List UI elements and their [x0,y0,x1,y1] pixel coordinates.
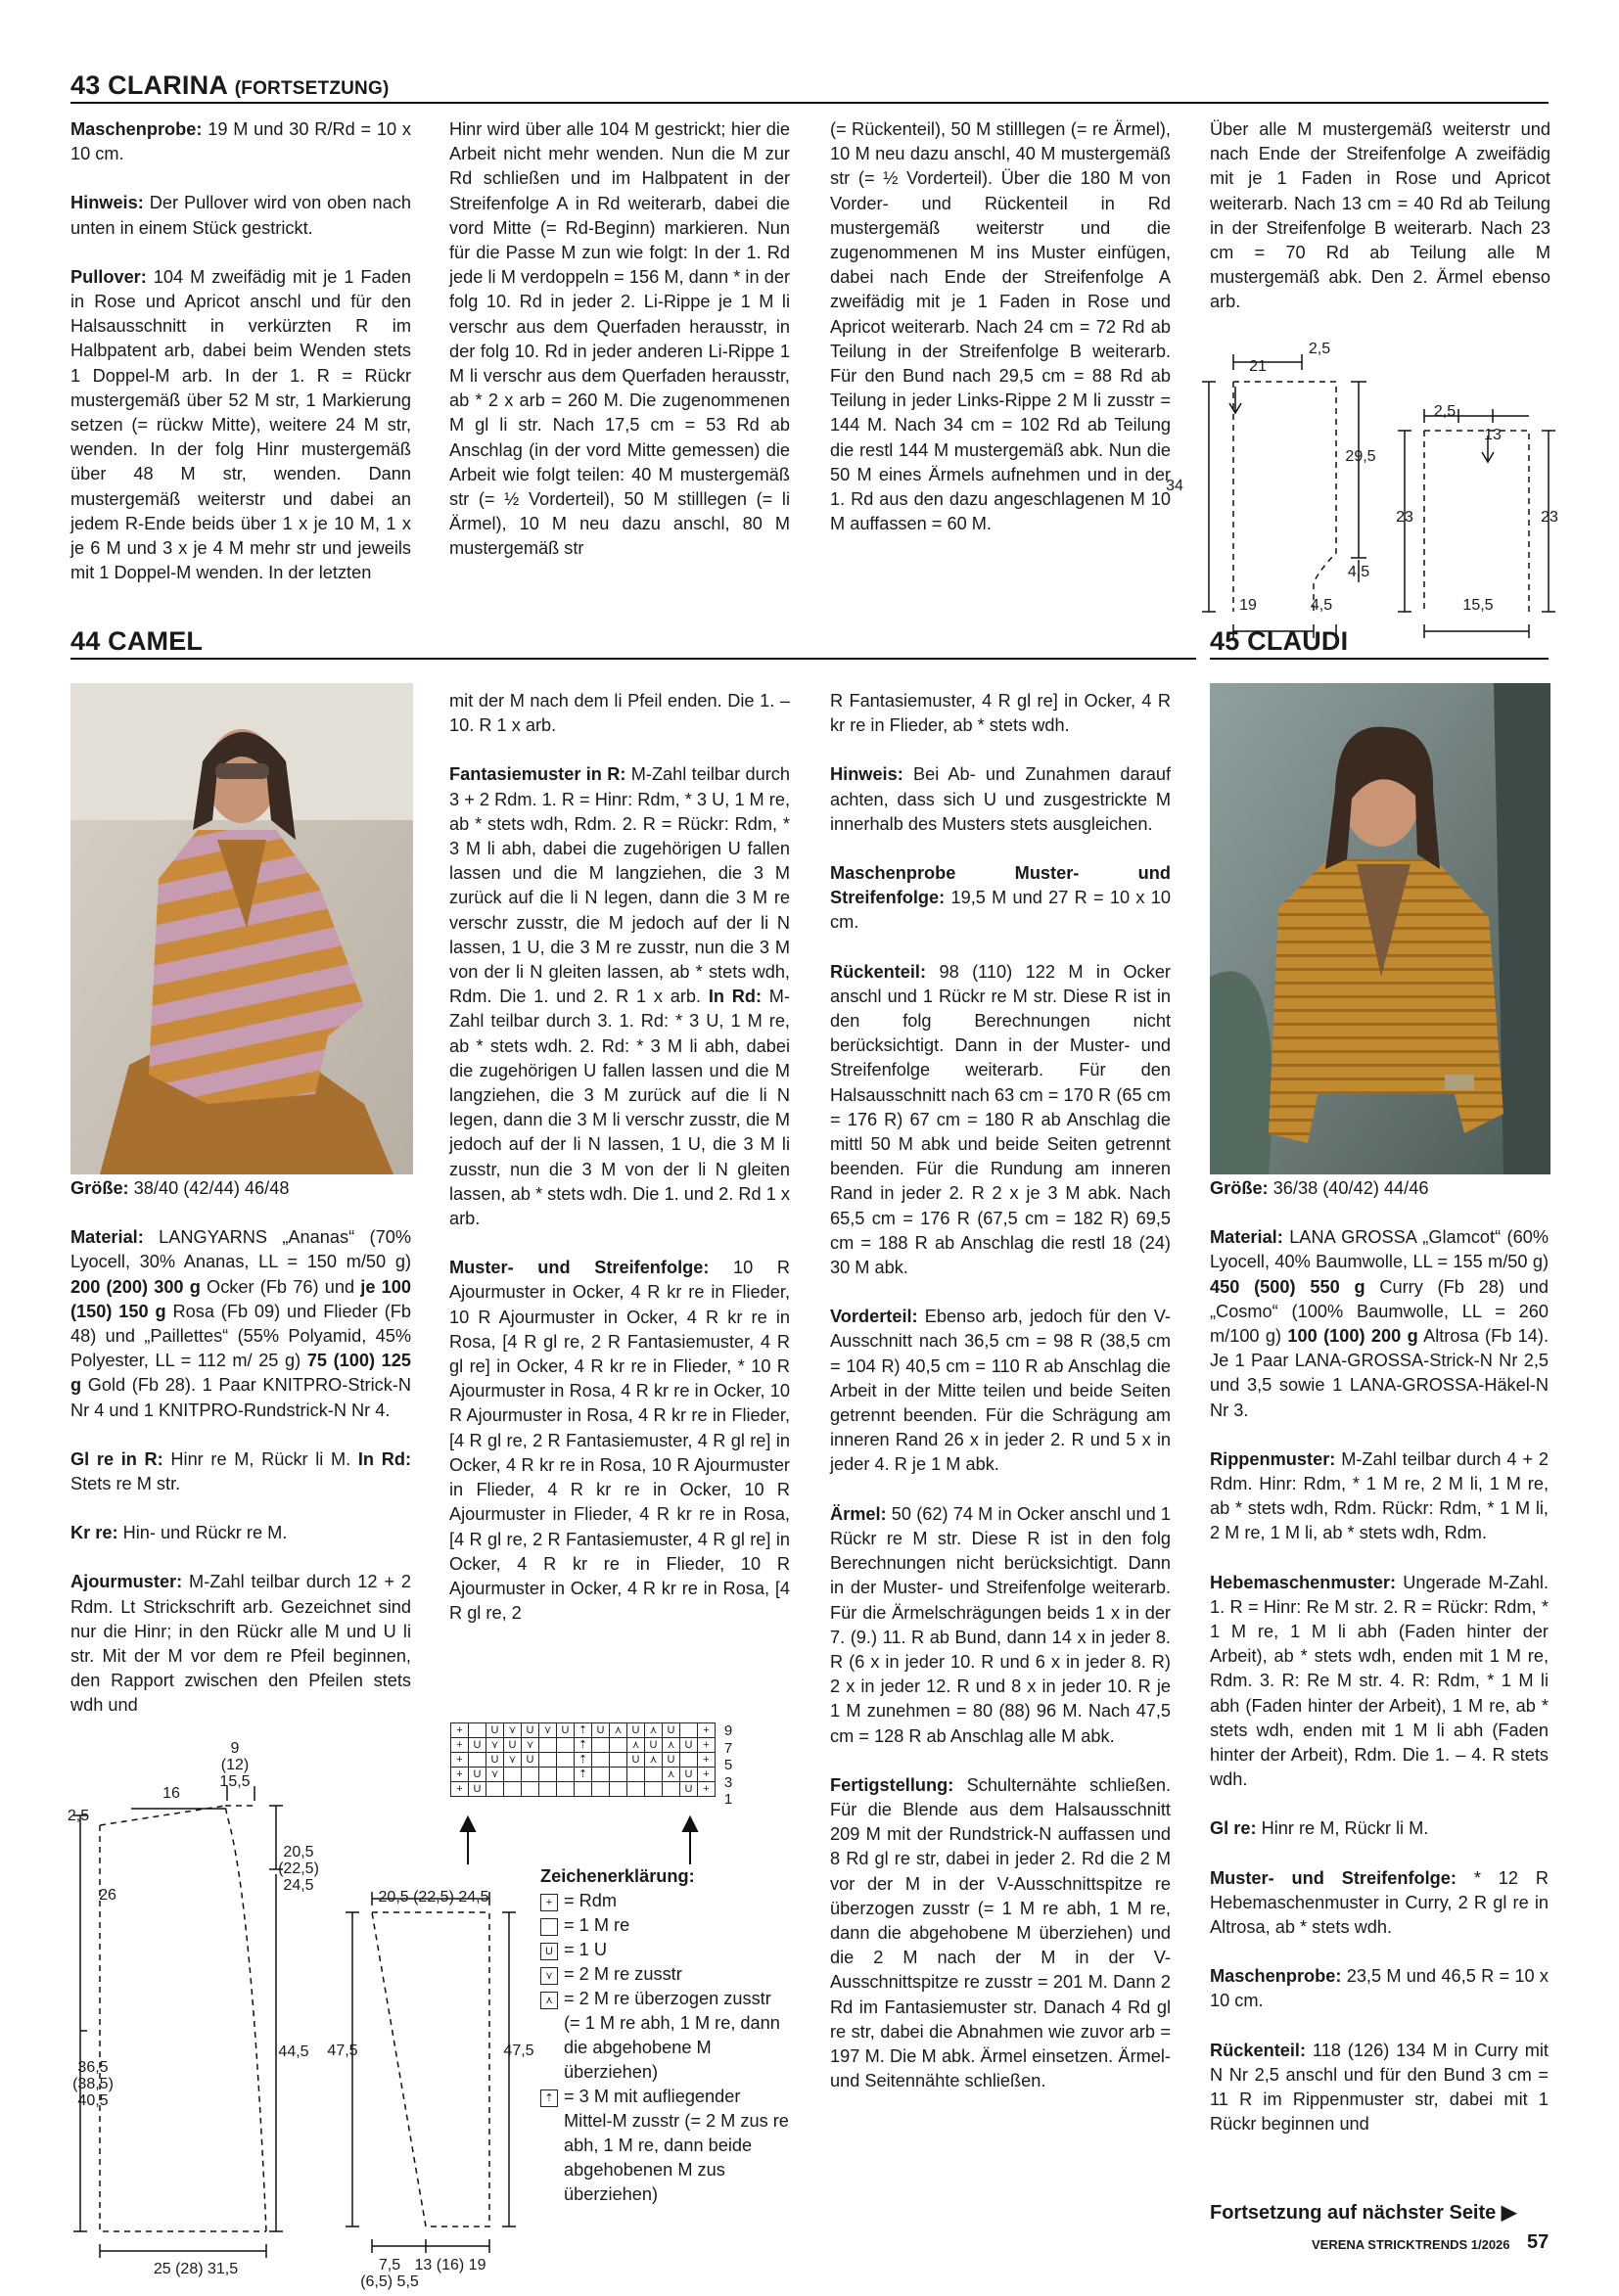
dim-label: 47,5 [327,2043,358,2059]
clarina-col-4: Über alle M mustergemäß weiterstr und nach Ende der Streifenfolge A zweifädig mit je 1 Faden in Rose und Apricot weiterarb. Nach 13 cm = 40 Rd ab Teilung in der Streifenfolge B weiterarb. Nach 23 cm = 70 Rd ab Teilung alle M mustergemäß abk. Den 2. Ärmel ebenso arb. [1210,119,1550,312]
dim-label: 34 [1166,478,1183,494]
dim-label: 2,5 [1308,341,1331,357]
chart-legend: Zeichenerklärung: + = Rdm = 1 M re U = 1 U ⋎ = 2 M re zusstr ⋏ = 2 M re überzogen zusstr (= 1 M re abh, 1 M re, dann die abgehobene M überziehen) ⇡ = 3 M mit aufliegender Mittel-M zusstr (= 2 M zus re abh, 1 M re, dann beide abgehobenen M zus überziehen) [540,1866,789,2204]
chart-row-numbers: 9 7 5 3 1 [723,1722,733,1808]
dim-label: 2,5 [67,1808,90,1824]
section-title-claudi: 45 CLAUDI [1210,626,1349,656]
dim-label: 20,5 (22,5) 24,5 [278,1844,319,1894]
dim-label: 29,5 [1345,448,1376,465]
knitting-chart: + U ⋎ U ⋎ U ⇡ U ⋏ U ⋏ U + + U ⋎ U ⋎ ⇡ ⋏ U ⋏ U + + U ⋎ U ⇡ U ⋏ U + + U ⋎ ⇡ ⋏ U + + U U + [450,1722,716,1797]
camel-sleeve-schematic [333,1879,568,2271]
dim-label: 9 (12) 15,5 [219,1740,251,1790]
clarina-col-1: Maschenprobe: 19 M und 30 R/Rd = 10 x 10 cm. Hinweis: Der Pullover wird von oben nach unten in einem Stück gestrickt. Pullover: 104 M zweifädig mit je 1 Faden in Rose und Apricot anschl und für den Halsausschnitt in verkürzten R im Halbpatent arb, dabei beim Wenden stets 1 Doppel-M arb. In der 1. R = Rückr mustergemäß über 52 M str, 1 Markierung setzen (= rückw Mitte), weitere 24 M str, wenden. In der folg Hinr mustergemäß über 48 M str, wenden. Dann mustergemäß weiterstr und dabei an jedem R-Ende beids über 1 x je 10 M, 1 x je 6 M und 3 x je 4 M mehr str und jeweils mit 1 Doppel-M wenden. In der letzten [70,119,411,583]
dim-label: 36,5 (38,5) 40,5 [72,2059,114,2109]
section-title-camel: 44 CAMEL [70,626,204,656]
dim-label: 4,5 [1347,564,1370,580]
section-title-clarina: 43 CLARINA (FORTSETZUNG) [70,70,390,100]
dim-label: 44,5 [278,2043,309,2060]
dim-label: 13 [1484,427,1502,443]
divider [70,102,1549,104]
divider [70,658,1196,660]
dim-label: 4,5 [1310,597,1333,614]
camel-col-3: R Fantasiemuster, 4 R gl re] in Ocker, 4 R kr re in Flieder, ab * stets wdh. Hinweis: Bei Ab- und Zunahmen darauf achten, dass sich U und zusgestrickte M innerhalb des Musters stets ausgleichen. Maschenprobe Muster- und Streifenfolge: 19,5 M und 27 R = 10 x 10 cm. Rückenteil: 98 (110) 122 M in Ocker anschl und 1 Rückr re M str. Diese R ist in den folg Berechnungen nicht berücksichtigt. Dann in der Muster- und Streifenfolge weiterarb. Für den Halsausschnitt nach 63 cm = 170 R (65 cm = 176 R) 67 cm = 180 R ab Anschlag die mittl 50 M abk und beide Seiten getrennt beenden. Für die Rundung am inneren Rand in jeder 2. R 2 x je 3 M abk. Nach 65,5 cm = 176 R (67,5 cm = 182 R) 69,5 cm = 188 R ab Anschlag die restl 18 (24) 30 M abk. Vorderteil: Ebenso arb, jedoch für den V-Ausschnitt nach 36,5 cm = 98 R (38,5 cm = 104 R) 40,5 cm = 110 R ab Anschlag die Arbeit in der Mitte teilen und beide Seiten getrennt beenden. Für die Schrägung am inneren Rand 26 x in jeder 2. R und 5 x in jeder 4. R je 1 M abk. Ärmel: 50 (62) 74 M in Ocker anschl und 1 Rückr re M str. Diese R ist in den folg Berechnungen nicht berücksichtigt. Dann in der Muster- und Streifenfolge weiterarb. Für die Ärmelschrägungen beids 1 x in der 7. (9.) 11. R ab Bund, dann 14 x in jeder 8. R (6 x in jeder 10. R und 6 x in jeder 8. R) 2 x in jeder 12. R und 8 x in jeder 10. R je 1 M zunehmen = 80 (88) 96 M. Nach 47,5 cm = 128 R ab Anschlag alle M abk. Fertigstellung: Schulternähte schließen. Für die Blende aus dem Halsausschnitt 209 M mit der Rundstrick-N auffassen und 8 Rd gl re str, dabei in jeder 2. Rd die 2 M vor der M in der V-Ausschnittspitze re überzogen zusstr (= 1 M re abh, 1 M re, dann die abgehobene M überziehen) und die 2 M nach der M in der V-Ausschnittspitze re zusstr = 201 M. Dann 2 Rd im Fantasiemuster str. Danach 4 Rd gl re str, dabei die Abnahmen wie zuvor arb = 197 M. Die M abk. Ärmel einsetzen. Ärmel- und Seitennähte schließen. [830,691,1171,2091]
dim-label: 26 [99,1887,116,1904]
clarina-col-2: Hinr wird über alle 104 M gestrickt; hier die Arbeit nicht mehr wenden. Nun die M zur Rd schließen und im Halbpatent in der Streifenfolge A in Rd weiterarb, dabei die vord Mitte (= Rd-Beginn) markieren. Nun für die Passe M zun wie folgt: In der 1. Rd jede li M verdoppeln = 156 M, dann * in der folg 10. Rd in jeder 2. Li-Rippe je 1 M li verschr aus dem Querfaden herausstr, in der folg 10. Rd in jeder anderen Li-Rippe 1 M li verschr aus dem Querfaden herausstr, ab * 2 x arb = 260 M. Die zugenommenen M gl li str. Nach 17,5 cm = 53 Rd ab Anschlag (in der vord Mitte gemessen) die Arbeit wie folgt teilen: 40 M mustergemäß str (= ½ Vorderteil), 50 M stilllegen (= li Ärmel), 10 M neu dazu anschl, 80 M mustergemäß str [449,119,790,559]
chart-arrows [450,1815,705,1869]
dim-label: 19 [1239,597,1257,614]
clarina-schematic [1165,333,1576,626]
dim-label: 23 [1396,509,1413,526]
dim-label: 21 [1249,358,1267,375]
camel-col-2: mit der M nach dem li Pfeil enden. Die 1. – 10. R 1 x arb. Fantasiemuster in R: M-Zahl teilbar durch 3 + 2 Rdm. 1. R = Hinr: Rdm, * 3 U, 1 M re, ab * stets wdh, Rdm. 2. R = Rückr: Rdm, * 3 M li abh, dabei die zugehörigen U fallen lassen und die M langziehen, die 3 M zurück auf die li N legen, dann die 3 M re verschr zusstr, die M jedoch auf der li N lassen, 1 U, die 3 M re zusstr, nun die 3 M von der li N gleiten lassen, ab * stets wdh, Rdm. Die 1. und 2. R 1 x arb. In Rd: M-Zahl teilbar durch 3. 1. Rd: * 3 U, 1 M re, ab * stets wdh. 2. Rd: * 3 M li abh, dabei die zugehörigen U fallen lassen und die M langziehen, die 3 M zurück auf die li N legen, dann die 3 M li verschr zusstr, die M jedoch auf der li N lassen, 1 U, die 3 M li zusstr, nun die 3 M von der li N gleiten lassen, ab * stets wdh. Die 1. und 2. Rd 1 x arb. Muster- und Streifenfolge: 10 R Ajourmuster in Ocker, 4 R kr re in Flieder, 10 R Ajourmuster in Ocker, 4 R kr re in Rosa, [4 R gl re, 2 R Fantasiemuster, 4 R gl re] in Ocker, 4 R kr re in Flieder, * 10 R Ajourmuster in Rosa, 4 R kr re in Ocker, 10 R Ajourmuster in Rosa, 4 R kr re in Flieder, [4 R gl re, 2 R Fantasiemuster, 4 R gl re] in Ocker, 4 R kr re in Rosa, 10 R Ajourmuster in Flieder, 4 R kr re in Ocker, 10 R Ajourmuster in Flieder, 4 R kr re in Rosa, [4 R gl re, 2 R Fantasiemuster, 4 R gl re] in Ocker, 4 R kr re in Flieder, 10 R Ajourmuster in Ocker, 4 R kr re in Rosa, [4 R gl re, 2 [449,691,790,1624]
dim-label: 16 [162,1785,180,1802]
magazine-name: VERENA STRICKTRENDS 1/2026 [1312,2237,1510,2252]
camel-model-photo [70,683,413,1174]
dim-label: 2,5 [1433,403,1457,420]
page-number: 57 [1527,2231,1550,2253]
clarina-col-3: (= Rückenteil), 50 M stilllegen (= re Ärmel), 10 M neu dazu anschl, 40 M mustergemäß str (= ½ Vorderteil). Über die 180 M von Vorder- und Rückenteil in Rd mustergemäß weiterstr und die zugenommenen M ins Muster einfügen, dabei nach Ende der Streifenfolge A zweifädig mit je 1 Faden in Rose und Apricot weiterarb. Nach 24 cm = 72 Rd ab Teilung in der Streifenfolge B weiterarb. Für den Bund nach 29,5 cm = 88 Rd ab Teilung in jeder Links-Rippe 2 M li zusstr = 144 M. Nach 34 cm = 102 Rd ab Teilung die restl 144 M mustergemäß abk. Nun die 50 M eines Ärmels aufnehmen und in der 1. Rd aus den dazu angeschlagenen M 10 M auffassen = 60 M. [830,119,1171,534]
divider [1210,658,1549,660]
dim-label: 47,5 [503,2043,534,2059]
continued-link[interactable]: Fortsetzung auf nächster Seite ▶ [1210,2202,1517,2224]
dim-label: 7,5 (6,5) 5,5 [360,2257,419,2290]
camel-col-1: Größe: 38/40 (42/44) 46/48 Material: LANGYARNS „Ananas“ (70% Lyocell, 30% Ananas, LL = 150 m/50 g) 200 (200) 300 g Ocker (Fb 76) und je 100 (150) 150 g Rosa (Fb 09) und Flieder (Fb 48) und „Paillettes“ (55% Polyamid, 45% Polyester, LL = 112 m/ 25 g) 75 (100) 125 g Gold (Fb 28). 1 Paar KNITPRO-Strick-N Nr 4 und 1 KNITPRO-Rundstrick-N Nr 4. Gl re in R: Hinr re M, Rückr li M. In Rd: Stets re M str. Kr re: Hin- und Rückr re M. Ajourmuster: M-Zahl teilbar durch 12 + 2 Rdm. Lt Strickschrift arb. Gezeichnet sind nur die Hinr; in den Rückr alle M und U li str. Mit der M vor dem re Pfeil beginnen, den Rapport zwischen den Pfeilen stets wdh und [70,1178,411,1716]
dim-label: 23 [1541,509,1558,526]
dim-label: 20,5 (22,5) 24,5 [378,1889,489,1906]
claudi-col: Größe: 36/38 (40/42) 44/46 Material: LANA GROSSA „Glamcot“ (60% Lyocell, 40% Baumwolle, LL = 155 m/50 g) 450 (500) 550 g Curry (Fb 28) und „Cosmo“ (100% Baumwolle, LL = 260 m/100 g) 100 (100) 200 g Altrosa (Fb 14). Je 1 Paar LANA-GROSSA-Strick-N Nr 2,5 und 3,5 sowie 1 LANA-GROSSA-Häkel-N Nr 3. Rippenmuster: M-Zahl teilbar durch 4 + 2 Rdm. Hinr: Rdm, * 1 M re, 2 M li, 1 M re, ab * stets wdh, Rdm. Rückr: Rdm, * 1 M li, 2 M re, 1 M li, ab * stets wdh, Rdm. Hebemaschenmuster: Ungerade M-Zahl. 1. R = Hinr: Re M str. 2. R = Rückr: Rdm, * 1 M re, 1 M li abh (Faden hinter der Arbeit), ab * stets wdh, enden mit 1 M re, Rdm. 3. R: Re M str. 4. R: Rdm, * 1 M li abh (Faden hinter der Arbeit), 1 M re, ab * stets wdh, enden mit 1 M li abh (Faden hinter der Arbeit), Rdm. Die 1. – 4. R stets wdh. Gl re: Hinr re M, Rückr li M. Muster- und Streifenfolge: * 12 R Hebemaschenmuster in Curry, 2 R gl re in Altrosa, ab * stets wdh. Maschenprobe: 23,5 M und 46,5 R = 10 x 10 cm. Rückenteil: 118 (126) 134 M in Curry mit N Nr 2,5 anschl und für den Bund 3 cm = 11 R im Rippenmuster str, dabei mit 1 Rückr beginnen und [1210,1178,1550,2135]
claudi-model-photo [1210,683,1550,1174]
dim-label: 15,5 [1462,597,1494,614]
dim-label: 25 (28) 31,5 [153,2261,239,2277]
dim-label: 13 (16) 19 [414,2257,486,2273]
